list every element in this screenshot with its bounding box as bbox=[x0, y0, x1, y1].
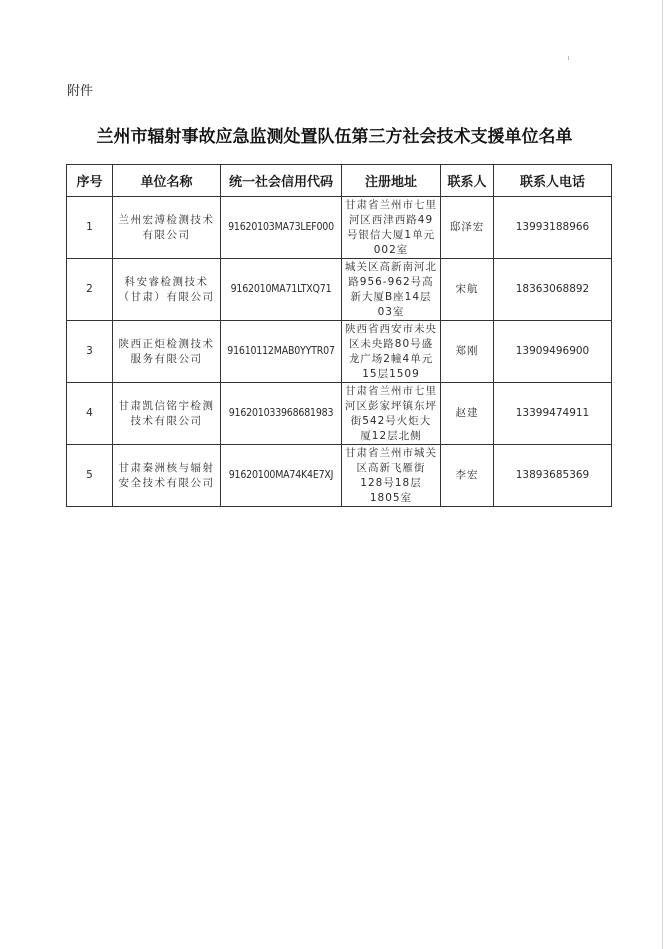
table-row bbox=[67, 321, 612, 383]
cell-phone: 13993188966 bbox=[494, 197, 612, 259]
table-row bbox=[67, 445, 612, 507]
cell-address: 陕西省西安市未央区未央路80号盛龙广场2幢4单元15层1509 bbox=[342, 321, 441, 383]
cell-seq: 2 bbox=[67, 259, 113, 321]
cell-phone: 13893685369 bbox=[494, 445, 612, 507]
attachment-label: 附件 bbox=[67, 84, 94, 99]
header-seq: 序号 bbox=[67, 165, 113, 197]
cell-unit-name: 兰州宏溥检测技术有限公司 bbox=[113, 197, 221, 259]
table-row bbox=[67, 197, 612, 259]
cell-seq: 5 bbox=[67, 445, 113, 507]
cell-credit-code: 9162010MA71LTXQ71 bbox=[221, 259, 342, 321]
scan-speck bbox=[568, 56, 569, 60]
table-row bbox=[67, 259, 612, 321]
cell-address: 甘肃省兰州市七里河区彭家坪镇东坪街542号火炬大厦12层北侧 bbox=[342, 383, 441, 445]
cell-contact: 赵建 bbox=[441, 383, 494, 445]
cell-unit-name: 科安睿检测技术（甘肃）有限公司 bbox=[113, 259, 221, 321]
table-header-row bbox=[67, 165, 612, 197]
cell-address: 城关区高新南河北路956-962号高新大厦B座14层03室 bbox=[342, 259, 441, 321]
table-row bbox=[67, 383, 612, 445]
document-title: 兰州市辐射事故应急监测处置队伍第三方社会技术支援单位名单 bbox=[96, 127, 573, 147]
cell-credit-code: 91620103MA73LEF000 bbox=[221, 197, 342, 259]
header-credit-code: 统一社会信用代码 bbox=[221, 165, 342, 197]
cell-unit-name: 陕西正炬检测技术服务有限公司 bbox=[113, 321, 221, 383]
cell-contact: 宋航 bbox=[441, 259, 494, 321]
cell-phone: 13909496900 bbox=[494, 321, 612, 383]
header-address: 注册地址 bbox=[342, 165, 441, 197]
cell-credit-code: 916201033968681983 bbox=[221, 383, 342, 445]
cell-contact: 李宏 bbox=[441, 445, 494, 507]
cell-phone: 18363068892 bbox=[494, 259, 612, 321]
header-contact: 联系人 bbox=[441, 165, 494, 197]
cell-seq: 4 bbox=[67, 383, 113, 445]
cell-contact: 邸泽宏 bbox=[441, 197, 494, 259]
header-unit-name: 单位名称 bbox=[113, 165, 221, 197]
header-phone: 联系人电话 bbox=[494, 165, 612, 197]
cell-seq: 3 bbox=[67, 321, 113, 383]
cell-seq: 1 bbox=[67, 197, 113, 259]
cell-unit-name: 甘肃秦洲核与辐射安全技术有限公司 bbox=[113, 445, 221, 507]
cell-address: 甘肃省兰州市七里河区西津西路49号银信大厦1单元002室 bbox=[342, 197, 441, 259]
cell-contact: 郑刚 bbox=[441, 321, 494, 383]
cell-credit-code: 91610112MAB0YYTR07 bbox=[221, 321, 342, 383]
cell-phone: 13399474911 bbox=[494, 383, 612, 445]
cell-unit-name: 甘肃凯信铭宇检测技术有限公司 bbox=[113, 383, 221, 445]
cell-address: 甘肃省兰州市城关区高新飞雁街128号18层1805室 bbox=[342, 445, 441, 507]
support-unit-table bbox=[66, 164, 612, 507]
cell-credit-code: 91620100MA74K4E7XJ bbox=[221, 445, 342, 507]
